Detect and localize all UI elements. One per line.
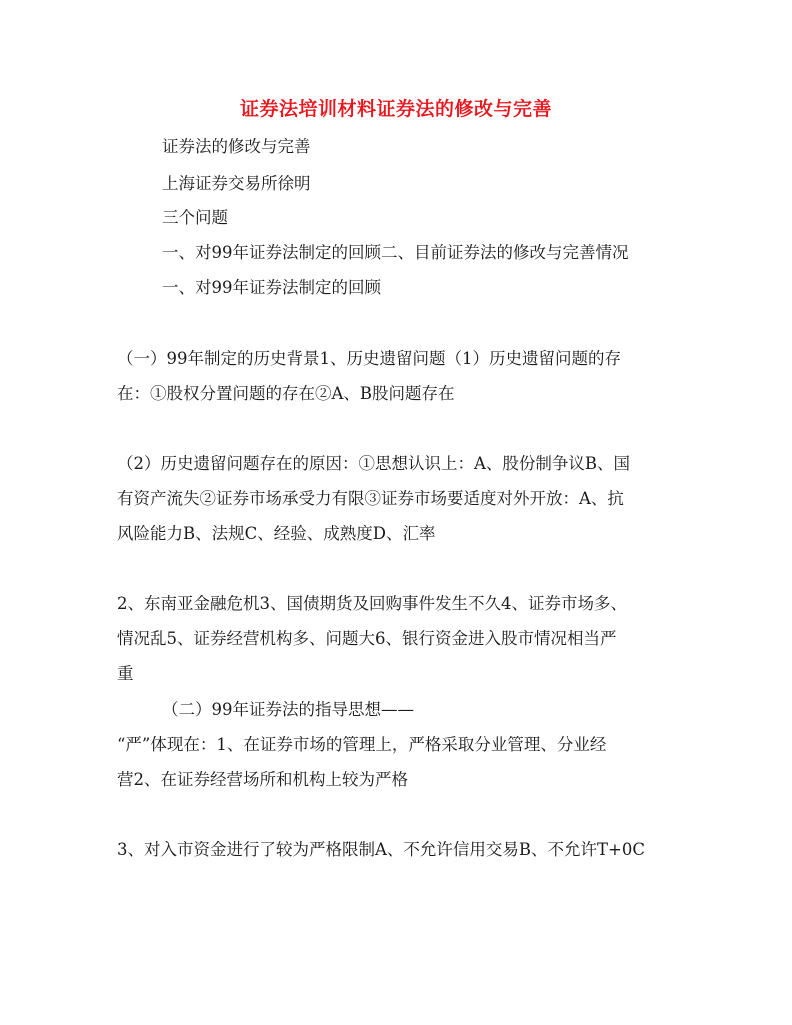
paragraph-line: 证券法的修改与完善 (162, 137, 311, 156)
paragraph-line: 一、对99年证券法制定的回顾二、目前证券法的修改与完善情况 (162, 243, 629, 262)
paragraph-line: 三个问题 (162, 208, 228, 227)
paragraph-line: （二）99年证券法的指导思想—— (162, 700, 414, 719)
paragraph-line: 上海证券交易所徐明 (162, 174, 311, 193)
paragraph-line: 营2、在证券经营场所和机构上较为严格 (117, 770, 408, 789)
paragraph-line: 风险能力B、法规C、经验、成熟度D、汇率 (117, 524, 436, 543)
paragraph-line: 重 (117, 664, 134, 683)
paragraph-line: （一）99年制定的历史背景1、历史遗留问题（1）历史遗留问题的存 (117, 349, 621, 368)
paragraph-line: 一、对99年证券法制定的回顾 (162, 278, 381, 297)
paragraph-line: （2）历史遗留问题存在的原因：①思想认识上：A、股份制争议B、国 (117, 454, 631, 473)
paragraph-line: “严”体现在：1、在证券市场的管理上，严格采取分业管理、分业经 (117, 735, 607, 754)
paragraph-line: 在：①股权分置问题的存在②A、B股问题存在 (117, 384, 455, 403)
paragraph-line: 2、东南亚金融危机3、国债期货及回购事件发生不久4、证券市场多、 (117, 594, 627, 613)
document-title: 证券法培训材料证券法的修改与完善 (239, 98, 552, 120)
paragraph-line: 有资产流失②证券市场承受力有限③证券市场要适度对外开放：A、抗 (117, 489, 624, 508)
paragraph-line: 3、对入市资金进行了较为严格限制A、不允许信用交易B、不允许T+0C (117, 840, 645, 859)
paragraph-line: 情况乱5、证券经营机构多、问题大6、银行资金进入股市情况相当严 (117, 629, 617, 648)
